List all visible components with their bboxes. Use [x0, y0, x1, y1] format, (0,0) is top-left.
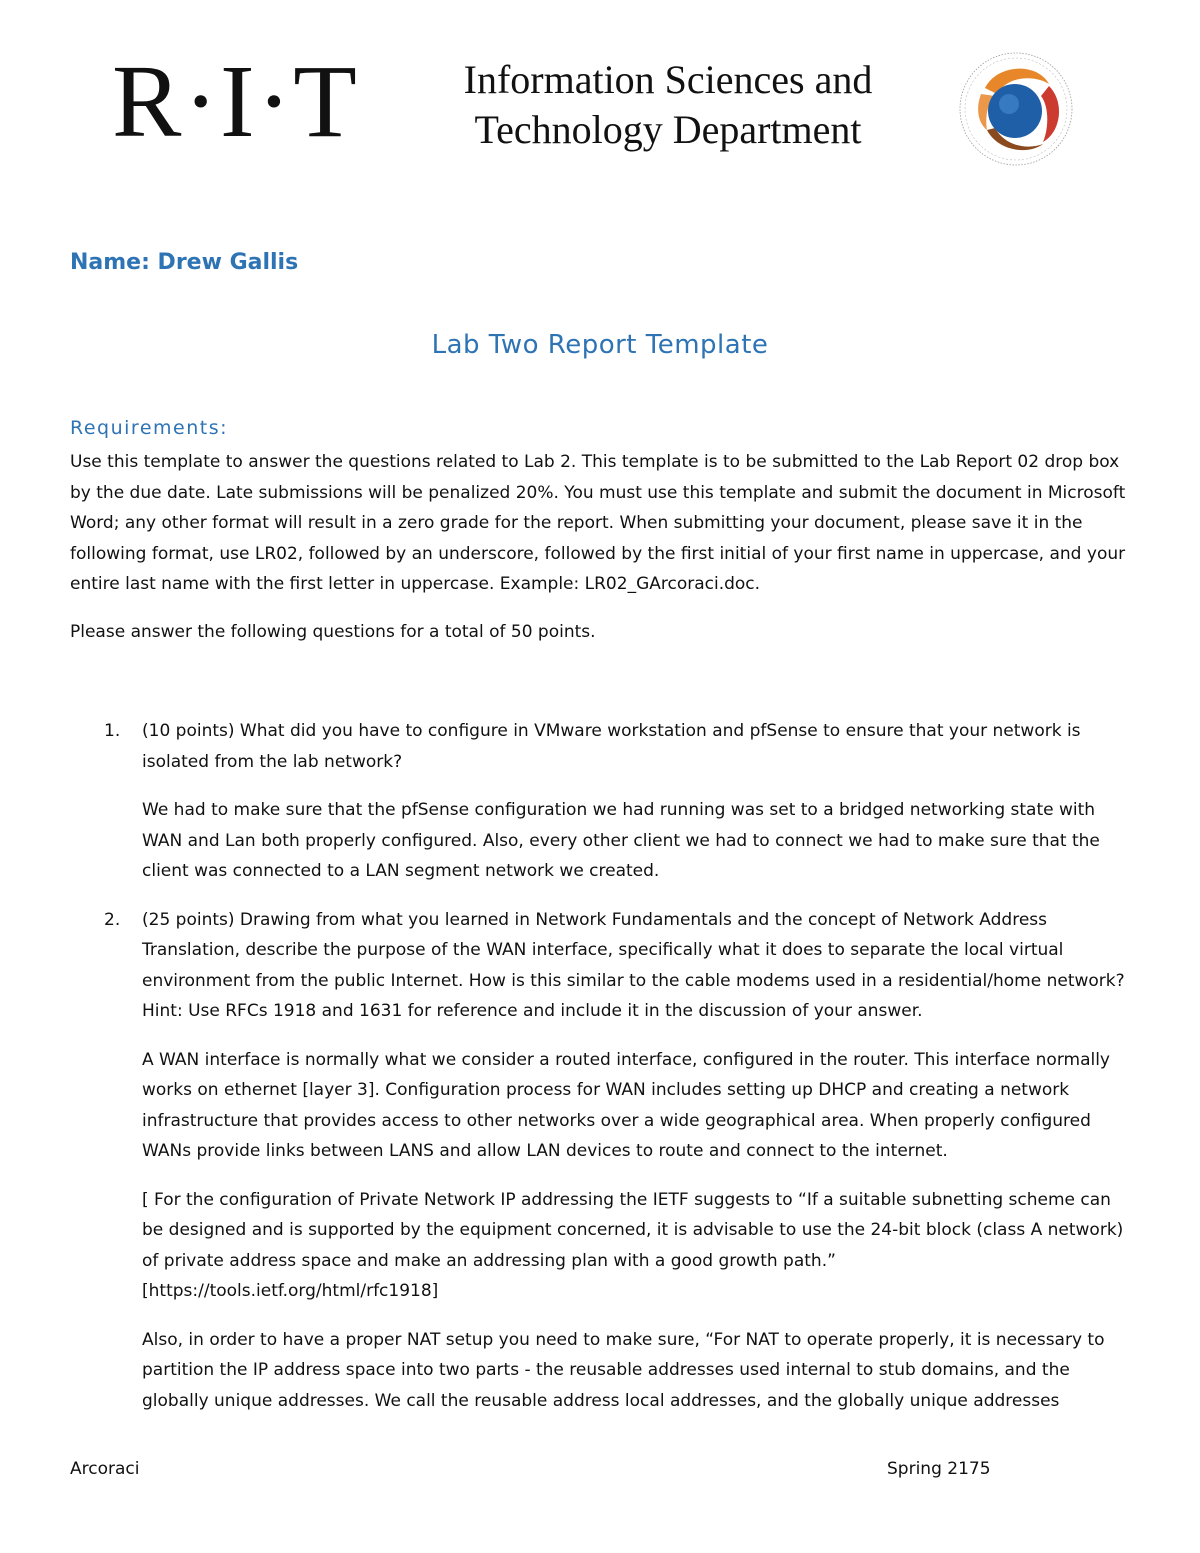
- answer-paragraph: We had to make sure that the pfSense configuration we had running was set to a bridged networking state with WAN and Lan both properly configured. Also, every other client we had to connect we had to make sure that the client was connected to a LAN segment network we created.: [142, 800, 1100, 881]
- answer-paragraph: [ For the configuration of Private Network IP addressing the IETF suggests to “If a suitable subnetting scheme can be designed and is supported by the equipment concerned, it is advisable to use the 24-bit block (class A network) of private address space and make an addressing plan with a good growth path.” [https://tools.ietf.org/html/rfc1918]: [142, 1189, 1124, 1301]
- question-number: 2.: [104, 909, 121, 930]
- question-text: (10 points) What did you have to configure in VMware workstation and pfSense to ensure that your network is isolated from the lab network?: [142, 721, 1081, 772]
- question-item-2: [70, 905, 1130, 1417]
- points-instruction: Please answer the following questions for a total of 50 points.: [70, 622, 596, 642]
- department-heading: [418, 55, 918, 155]
- requirements-heading: Requirements:: [70, 417, 228, 439]
- department-line-1: Information Sciences and: [463, 57, 873, 102]
- student-name: Name: Drew Gallis: [70, 250, 299, 275]
- page-title: Lab Two Report Template: [431, 330, 769, 360]
- question-number: 1.: [104, 721, 121, 741]
- question-item-1: [70, 716, 1130, 887]
- department-line-2: Technology Department: [474, 107, 862, 152]
- footer-term: Spring 2175: [887, 1459, 991, 1479]
- footer-author: Arcoraci: [70, 1459, 140, 1479]
- requirements-text: Use this template to answer the questions related to Lab 2. This template is to be submitted to the Lab Report 02 drop box by the due date. Late submissions will be penalized 20%. You must use this template and submit the document in Microsoft Word; any other format will result in a zero grade for the report. When submitting your document, please save it in the following format, use LR02, followed by an underscore, followed by the first initial of your first name in uppercase, and your entire last name with the first letter in uppercase. Example: LR02_GArcoraci.doc.: [70, 452, 1126, 594]
- question-list: [70, 716, 1130, 1434]
- department-seal-icon: [957, 50, 1075, 168]
- rit-logo: R·I·T: [112, 44, 359, 159]
- question-text: (25 points) Drawing from what you learned in Network Fundamentals and the concept of Network Address Translation, describe the purpose of the WAN interface, specifically what it does to separate the local virtual environment from the public Internet. How is this similar to the cable modems used in a residential/home network? Hint: Use RFCs 1918 and 1631 for reference and include it in the discussion of your answer.: [142, 909, 1125, 1021]
- answer-paragraph: A WAN interface is normally what we consider a routed interface, configured in the router. This interface normally works on ethernet [layer 3]. Configuration process for WAN includes setting up DHCP and creating a network infrastructure that provides access to other networks over a wide geographical area. When properly configured WANs provide links between LANS and allow LAN devices to route and connect to the internet.: [142, 1049, 1110, 1161]
- answer-paragraph: Also, in order to have a proper NAT setup you need to make sure, “For NAT to operate properly, it is necessary to partition the IP address space into two parts - the reusable addresses used internal to stub domains, and the globally unique addresses. We call the reusable address local addresses, and the globally unique addresses: [142, 1329, 1105, 1411]
